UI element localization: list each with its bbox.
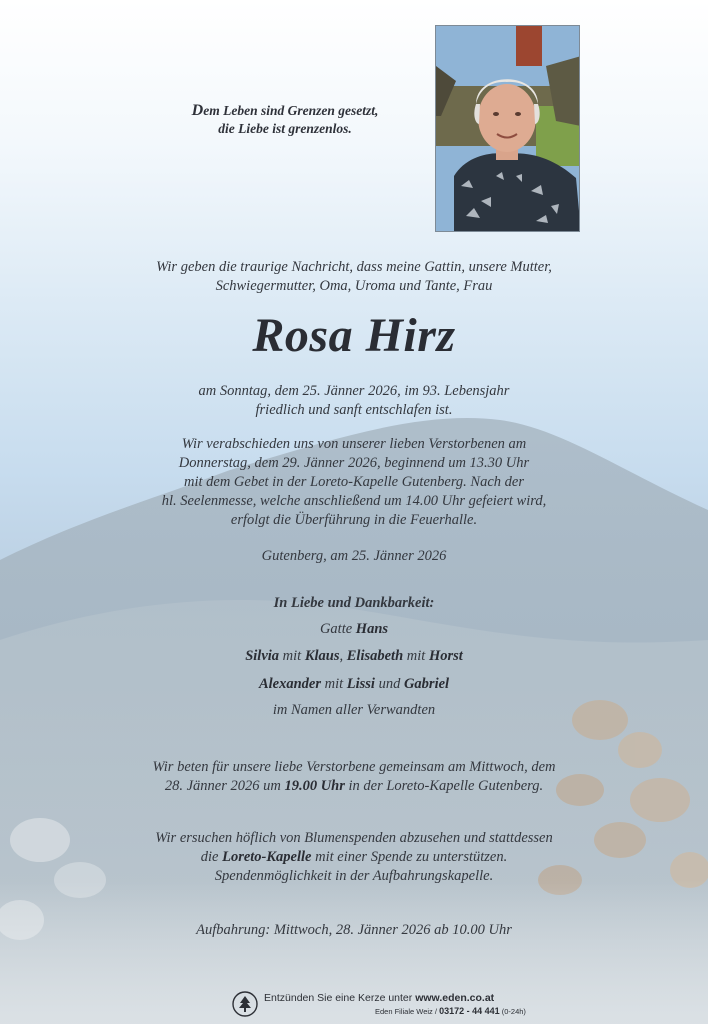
prayer-line-2 — [40, 777, 668, 796]
eden-tree-logo-icon — [232, 991, 258, 1017]
announcement-line-2: Schwiegermutter, Oma, Uroma und Tante, Frau — [215, 278, 493, 294]
mourners-closing: im Namen aller Verwandten — [272, 702, 436, 718]
mourner-name: Horst — [428, 648, 463, 664]
farewell-line-1: Wir verabschieden uns von unserer lieben Verstorbenen am — [181, 436, 527, 452]
footer-eden — [232, 990, 532, 1020]
laying-out-notice: Aufbahrung: Mittwoch, 28. Jänner 2026 ab 10.00 Uhr — [196, 922, 512, 938]
farewell-line-4: hl. Seelenmesse, welche anschließend um 14.00 Uhr gefeiert wird, — [161, 493, 547, 509]
mourner-name: Klaus — [304, 648, 340, 664]
flowers-line-1: Wir ersuchen höflich von Blumenspenden abzusehen und stattdessen — [155, 830, 553, 846]
death-details — [40, 382, 668, 420]
flowers-line-2-pre: die — [200, 849, 219, 865]
mourner-conjunction: mit — [406, 648, 426, 664]
mourner-separator: , — [339, 648, 344, 664]
prayer-notice — [40, 758, 668, 796]
mourner-conjunction: und — [378, 676, 401, 692]
epitaph-line-1: em Leben sind Grenzen gesetzt, — [203, 103, 379, 118]
mourner-name: Elisabeth — [346, 648, 404, 664]
prayer-time: 19.00 Uhr — [284, 778, 345, 794]
mourner-name: Lissi — [346, 676, 375, 692]
mourner-name: Silvia — [245, 648, 280, 664]
mourner-name: Gabriel — [403, 676, 450, 692]
footer-url-link[interactable]: www.eden.co.at — [415, 992, 495, 1004]
death-announcement-intro — [40, 258, 668, 296]
prayer-location: in der Loreto-Kapelle Gutenberg. — [348, 778, 544, 794]
chapel-name: Loreto-Kapelle — [222, 849, 312, 865]
prayer-date: 28. Jänner 2026 um — [164, 778, 281, 794]
footer-branch-contact — [375, 1006, 526, 1016]
mourner-conjunction: mit — [324, 676, 344, 692]
footer-branch: Eden Filiale Weiz / — [375, 1007, 437, 1016]
footer-phone: 03172 - 44 441 — [439, 1006, 500, 1016]
mourner-row-3 — [40, 675, 668, 694]
epitaph-initial: D — [191, 102, 204, 119]
flowers-line-2 — [40, 848, 668, 867]
mourner-name: Alexander — [258, 676, 321, 692]
footer-candle-text — [264, 992, 494, 1004]
mourner-conjunction: mit — [282, 648, 302, 664]
portrait-photo — [435, 25, 580, 232]
death-line-2: friedlich und sanft entschlafen ist. — [255, 402, 453, 418]
deceased-name: Rosa Hirz — [252, 309, 456, 362]
flower-donation-notice — [40, 829, 668, 886]
mourner-spouse — [40, 620, 668, 639]
announcement-line-1: Wir geben die traurige Nachricht, dass meine Gattin, unsere Mutter, — [156, 259, 552, 275]
mourner-row-2 — [40, 647, 668, 666]
death-line-1: am Sonntag, dem 25. Jänner 2026, im 93. Lebensjahr — [198, 383, 510, 399]
epitaph-line-2: die Liebe ist grenzenlos. — [218, 121, 352, 136]
prayer-line-1: Wir beten für unsere liebe Verstorbene gemeinsam am Mittwoch, dem — [152, 759, 556, 775]
portrait-image — [436, 26, 580, 232]
farewell-details — [40, 435, 668, 530]
farewell-line-3: mit dem Gebet in der Loreto-Kapelle Gutenberg. Nach der — [183, 474, 524, 490]
flowers-line-3: Spendenmöglichkeit in der Aufbahrungskapelle. — [214, 868, 494, 884]
footer-text: Entzünden Sie eine Kerze unter — [264, 992, 413, 1004]
farewell-line-2: Donnerstag, dem 29. Jänner 2026, beginnend um 13.30 Uhr — [178, 455, 530, 471]
spouse-prefix: Gatte — [319, 621, 353, 637]
footer-hours: (0-24h) — [501, 1007, 526, 1016]
spouse-name: Hans — [355, 621, 389, 637]
mourners-heading: In Liebe und Dankbarkeit: — [273, 595, 435, 611]
epitaph-quote — [140, 102, 430, 138]
place-date: Gutenberg, am 25. Jänner 2026 — [261, 548, 447, 564]
farewell-line-5: erfolgt die Überführung in die Feuerhalle. — [230, 512, 478, 528]
flowers-line-2-post: mit einer Spende zu unterstützen. — [315, 849, 508, 865]
